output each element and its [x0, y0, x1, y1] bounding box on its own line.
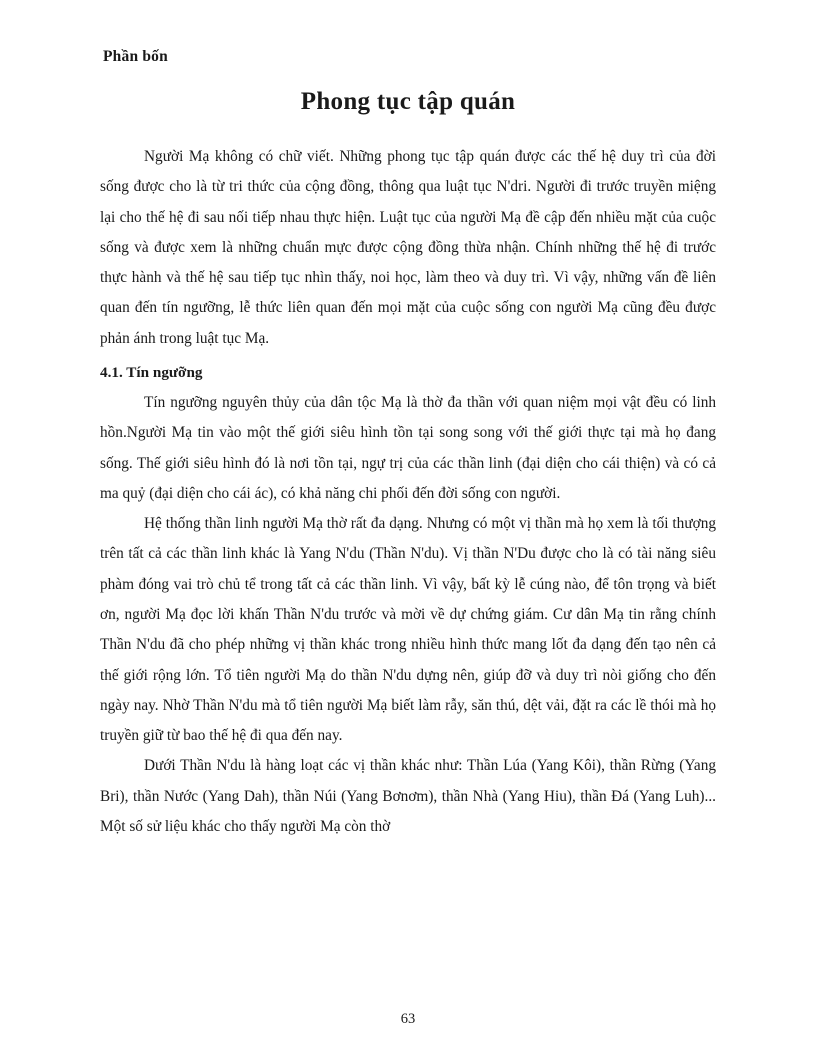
paragraph: Dưới Thần N'du là hàng loạt các vị thần khác như: Thần Lúa (Yang Kôi), thần Rừng (Yang Bri), thần Nước (Yang Dah), thần Núi (Yang Bơnơm), thần Nhà (Yang Hiu), thần Đá (Yang Luh)... Một số sử liệu khác cho thấy người Mạ còn thờ: [100, 757, 716, 835]
page-number: 63: [400, 1011, 416, 1027]
section-body-tin-nguong: [100, 388, 716, 842]
paragraph: Hệ thống thần linh người Mạ thờ rất đa dạng. Nhưng có một vị thần mà họ xem là tối thượng trên tất cả các thần linh khác là Yang N'du (Thần N'du). Vị thần N'Du được cho là có tài năng siêu phàm đóng vai trò chủ tể trong tất cả các thần linh. Vì vậy, bất kỳ lễ cúng nào, để tôn trọng và biết ơn, người Mạ đọc lời khấn Thần N'du trước và mời về dự chứng giám. Cư dân Mạ tin rằng chính Thần N'du đã cho phép những vị thần khác trong nhiều hình thức mang lốt đa dạng đến tạo nên cả thế giới rộng lớn. Tổ tiên người Mạ do thần N'du dựng nên, giúp đỡ và duy trì nòi giống cho đến ngày nay. Nhờ Thần N'du mà tổ tiên người Mạ biết làm rẫy, săn thú, dệt vải, đặt ra các lề thói mà họ truyền giữ từ bao thế hệ đi qua đến nay.: [100, 515, 716, 745]
part-label: Phần bốn: [103, 48, 168, 65]
paragraph: Tín ngưỡng nguyên thủy của dân tộc Mạ là thờ đa thần với quan niệm mọi vật đều có linh hồn.Người Mạ tin vào một thế giới siêu hình tồn tại song song với thế giới thực tại mà họ đang sống. Thế giới siêu hình đó là nơi tồn tại, ngự trị của các thần linh (đại diện cho cái thiện) và có cả ma quỷ (đại diện cho cái ác), có khả năng chi phối đến đời sống con người.: [100, 394, 716, 502]
paragraph: Người Mạ không có chữ viết. Những phong tục tập quán được các thế hệ duy trì của đời sống được cho là từ tri thức của cộng đồng, thông qua luật tục N'dri. Người đi trước truyền miệng lại cho thế hệ đi sau nối tiếp nhau thực hiện. Luật tục của người Mạ đề cập đến nhiều mặt của cuộc sống và được xem là những chuẩn mực được cộng đồng thừa nhận. Chính những thế hệ đi trước thực hành và thế hệ sau tiếp tục nhìn thấy, noi học, làm theo và duy trì. Vì vậy, những vấn đề liên quan đến tín ngưỡng, lễ thức liên quan đến mọi mặt của cuộc sống con người Mạ cũng đều được phản ánh trong luật tục Mạ.: [100, 148, 716, 347]
section-heading-tin-nguong: 4.1. Tín ngưỡng: [100, 363, 203, 381]
page-title: Phong tục tập quán: [300, 88, 516, 115]
intro-body: [100, 142, 716, 354]
